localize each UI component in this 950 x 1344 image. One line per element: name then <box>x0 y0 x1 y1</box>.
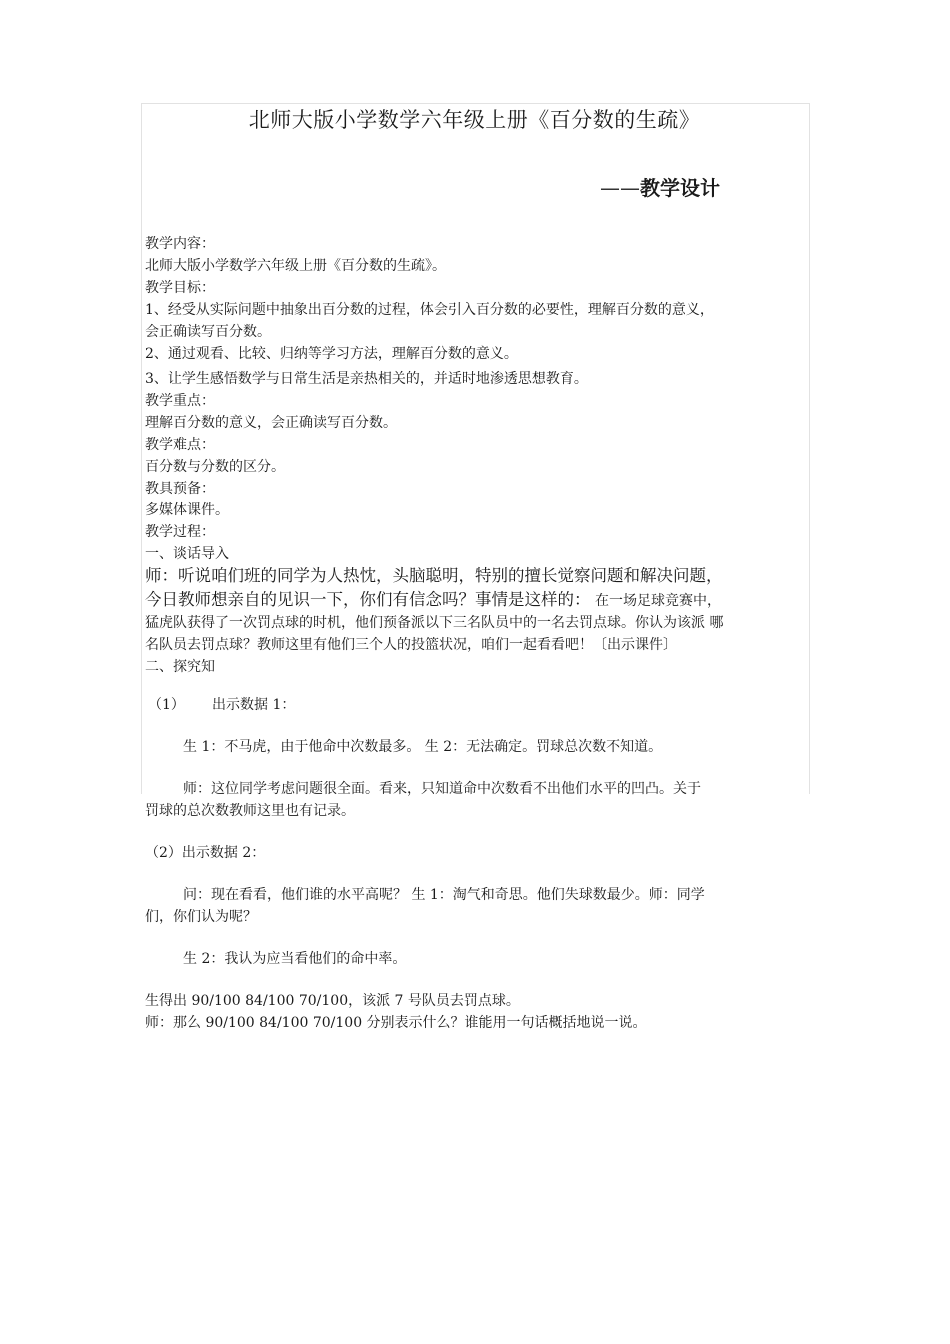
process-label: 教学过程： <box>145 524 215 540</box>
goal-3: 3、让学生感悟数学与日常生活是亲热相关的，并适时地渗透思想教育。 <box>145 371 588 387</box>
difficulty-text: 百分数与分数的区分。 <box>145 459 285 475</box>
teacher-intro-line-2 <box>145 590 721 611</box>
teacher-question-line: 师：那么 90/100 84/100 70/100 分别表示什么？谁能用一句话概括地说一说。 <box>145 1015 647 1031</box>
section-2-heading: 二、探究知 <box>145 659 215 675</box>
data-1-number: （1） <box>148 697 185 713</box>
teacher-comment-line-2: 罚球的总次数教师这里也有记录。 <box>145 803 355 819</box>
result-line: 生得出 90/100 84/100 70/100，该派 7 号队员去罚点球。 <box>145 993 520 1009</box>
section-1-heading: 一、谈话导入 <box>145 546 229 562</box>
page-frame <box>141 103 810 794</box>
content-text: 北师大版小学数学六年级上册《百分数的生疏》。 <box>145 258 446 274</box>
teacher-intro-line-4: 名队员去罚点球？教师这里有他们三个人的投篮状况，咱们一起看看吧！〔出示课件〕 <box>145 637 677 653</box>
subtitle-dash: —— <box>600 176 640 200</box>
student-answer-2: 生 2：我认为应当看他们的命中率。 <box>183 951 407 967</box>
data-1-label: 出示数据 1： <box>212 697 296 713</box>
key-text: 理解百分数的意义，会正确读写百分数。 <box>145 415 397 431</box>
content-label: 教学内容： <box>145 236 215 252</box>
goals-label: 教学目标： <box>145 280 215 296</box>
key-label: 教学重点： <box>145 393 215 409</box>
subtitle-text: 教学设计 <box>640 176 720 200</box>
document-subtitle <box>600 172 720 201</box>
question-line-1: 问：现在看看，他们谁的水平高呢？ 生 1：淘气和奇思。他们失球数最少。师：同学 <box>183 887 705 903</box>
goal-1-line-1: 1、经受从实际问题中抽象出百分数的过程，体会引入百分数的必要性，理解百分数的意义， <box>145 302 714 318</box>
data-2-label: （2）出示数据 2： <box>145 845 266 861</box>
teacher-intro-line-1: 师：听说咱们班的同学为人热忱，头脑聪明，特别的擅长觉察问题和解决问题， <box>145 566 723 585</box>
goal-1-line-2: 会正确读写百分数。 <box>145 324 271 340</box>
document-title: 北师大版小学数学六年级上册《百分数的生疏》 <box>248 108 701 132</box>
teacher-intro-line-2b: 在一场足球竞赛中， <box>594 593 721 609</box>
prep-label: 教具预备： <box>145 481 215 497</box>
teacher-intro-line-2a: 今日教师想亲自的见识一下，你们有信念吗？事情是这样的： <box>145 590 591 609</box>
question-line-2: 们，你们认为呢？ <box>145 909 257 925</box>
difficulty-label: 教学难点： <box>145 437 215 453</box>
prep-text: 多媒体课件。 <box>145 502 229 518</box>
goal-2: 2、通过观看、比较、归纳等学习方法，理解百分数的意义。 <box>145 346 518 362</box>
teacher-intro-line-3: 猛虎队获得了一次罚点球的时机，他们预备派以下三名队员中的一名去罚点球。你认为该派 哪 <box>145 615 724 631</box>
teacher-comment-line-1: 师：这位同学考虑问题很全面。看来，只知道命中次数看不出他们水平的凹凸。关于 <box>183 781 701 797</box>
student-answer-1: 生 1：不马虎，由于他命中次数最多。 生 2：无法确定。罚球总次数不知道。 <box>183 739 663 755</box>
